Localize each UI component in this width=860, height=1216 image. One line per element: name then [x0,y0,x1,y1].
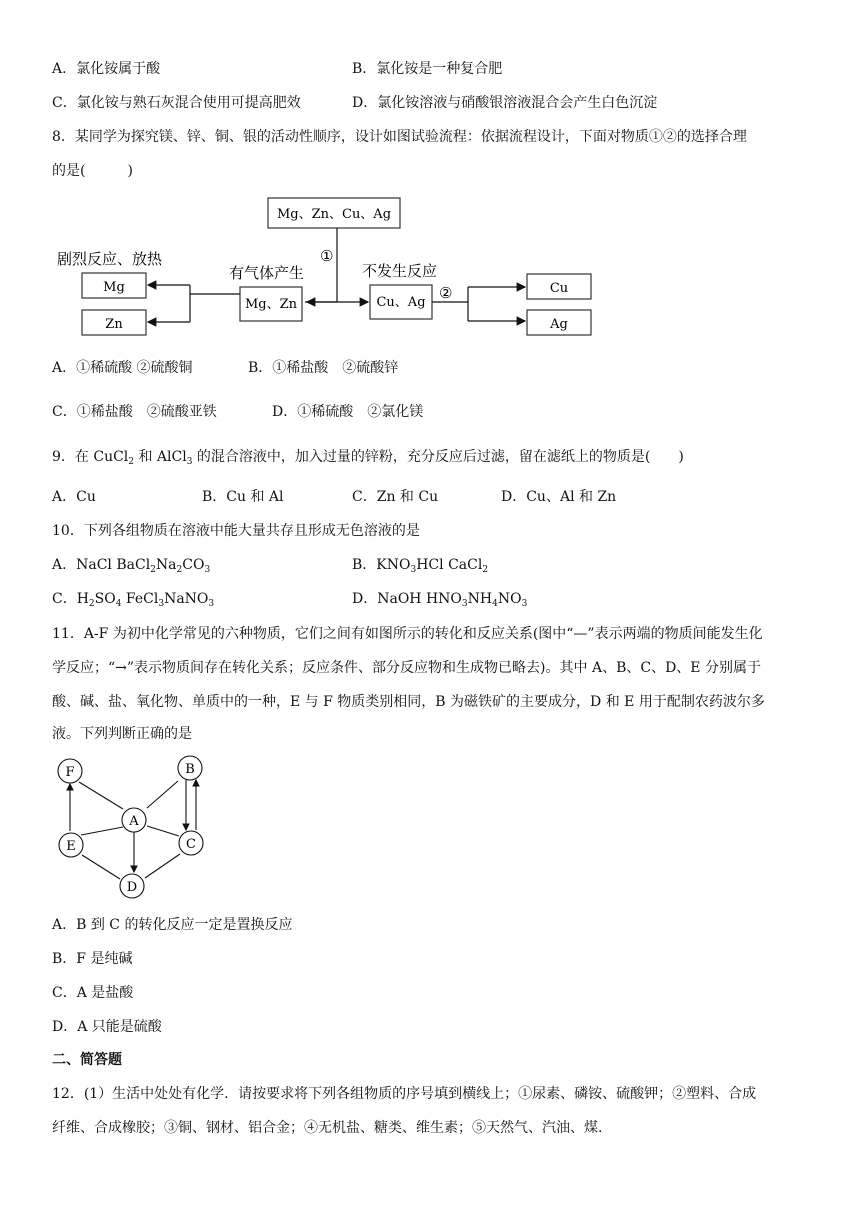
q7-option-b: B．氯化铵是一种复合肥 [352,61,503,77]
q11-stem-line2: 学反应；“→”表示物质间存在转化关系；反应条件、部分反应物和生成物已略去)。其中 A、B、C、D、E 分别属于 [52,660,761,676]
q8-option-c: C．①稀盐酸 ②硫酸亚铁 [52,404,217,420]
q9-option-a: A．Cu [52,489,96,505]
q11-option-c: C．A 是盐酸 [52,985,134,1001]
svg-text:Ag: Ag [550,317,568,332]
q7-option-d: D．氯化铵溶液与硝酸银溶液混合会产生白色沉淀 [352,95,658,111]
q8-option-d: D．①稀硫酸 ②氯化镁 [272,404,424,420]
svg-text:Mg: Mg [103,280,125,295]
q10-option-b: B．$KNO_3HCl$ CaCl$_2$ [352,557,489,575]
q8-label-violent: 剧烈反应、放热 [57,250,163,268]
q9-stem: 9．在 CuCl$_2$ 和 AlCl$_3$ 的混合溶液中，加入过量的锌粉，充分反应后过滤，留在滤纸上的物质是( ) [52,449,684,467]
q8-step1-label: ① [320,247,334,265]
q8-label-noreact: 不发生反应 [362,262,438,280]
q11-option-d: D．A 只能是硫酸 [52,1019,162,1035]
svg-text:Mg、Zn: Mg、Zn [244,297,298,312]
q8-option-b: B．①稀盐酸 ②硫酸锌 [248,360,399,376]
q10-option-a: A．NaCl $BaCl_2Na_2CO_3$ [52,557,211,575]
section-heading: 二、简答题 [52,1052,122,1068]
q12-line1: 12．(1）生活中处处有化学．请按要求将下列各组物质的序号填到横线上；①尿素、磷铵、硫酸钾；②塑料、合成 [52,1086,757,1102]
q8-option-a: A．①稀硫酸 ②硫酸铜 [52,360,193,376]
q11-stem-line3: 酸、碱、盐、氧化物、单质中的一种，E 与 F 物质类别相同，B 为磁铁矿的主要成分，D 和 E 用于配制农药波尔多 [52,694,765,710]
svg-text:Cu: Cu [549,281,569,296]
svg-text:Cu、Ag: Cu、Ag [376,295,426,310]
q11-stem-line1: 11．A-F 为初中化学常见的六种物质，它们之间有如图所示的转化和反应关系(图中“—”表示两端的物质间能发生化 [52,626,763,642]
svg-text:E: E [66,839,76,854]
q10-option-c: C．$H_2SO_4$ FeCl$_3$NaNO$_3$ [52,591,215,609]
q8-flow-diagram [0,0,860,350]
q11-option-a: A．B 到 C 的转化反应一定是置换反应 [52,917,293,933]
q8-stem-line2: 的是( ) [52,163,133,179]
q8-stem-line1: 8．某同学为探究镁、锌、铜、银的活动性顺序，设计如图试验流程：依据流程设计，下面对物质①②的选择合理 [52,129,747,145]
q9-option-b: B．Cu 和 Al [202,489,284,505]
svg-text:A: A [129,814,139,829]
q9-option-d: D．Cu、Al 和 Zn [501,489,617,505]
q7-option-a: A．氯化铵属于酸 [52,61,161,77]
svg-text:F: F [65,765,75,780]
q8-label-gas: 有气体产生 [229,264,305,282]
q9-option-c: C．Zn 和 Cu [352,489,439,505]
q10-stem: 10．下列各组物质在溶液中能大量共存且形成无色溶液的是 [52,523,420,539]
svg-text:B: B [185,762,195,777]
q8-step2-label: ② [439,284,453,302]
q12-line2: 纤维、合成橡胶；③铜、钢材、铝合金；④无机盐、糖类、维生素；⑤天然气、汽油、煤. [52,1120,603,1136]
q7-option-c: C．氯化铵与熟石灰混合使用可提高肥效 [52,95,301,111]
q11-relation-diagram [50,750,220,902]
svg-text:C: C [186,837,196,852]
svg-text:Zn: Zn [105,317,123,332]
q11-option-b: B．F 是纯碱 [52,951,133,967]
q11-stem-line4: 液。下列判断正确的是 [52,726,192,742]
q8-top-box-text: Mg、Zn、Cu、Ag [276,207,392,222]
svg-text:D: D [126,880,138,895]
q10-option-d: D．NaOH $HNO_3NH_4NO_3$ [352,591,528,609]
